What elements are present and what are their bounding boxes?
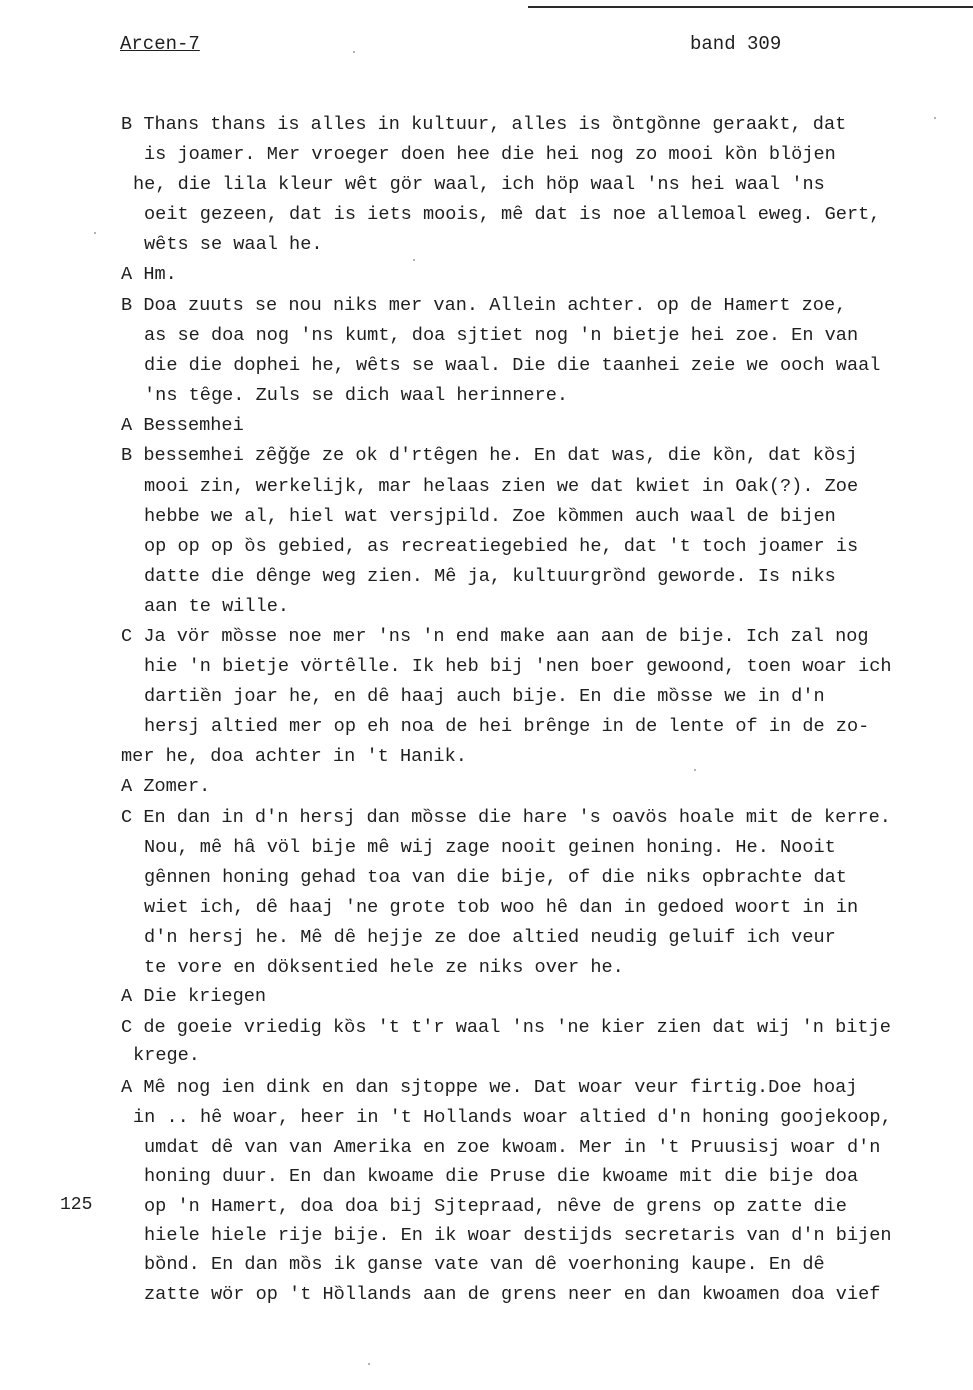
transcript-line: A Mȇ nog ien dink en dan sjtoppe we. Dat woar veur firtig.Doe hoaj — [121, 1077, 858, 1098]
transcript-line: B bessemhei zȇǧǧe ze ok d'rtȇgen he. En dat was, die kȍn, dat kȍsj — [121, 445, 858, 466]
transcript-line: te vore en döksentied hele ze niks over he. — [144, 957, 624, 978]
transcript-line: hebbe we al, hiel wat versjpild. Zoe kȍmmen auch waal de bijen — [144, 506, 836, 527]
transcript-line: he, die lila kleur wȇt gör waal, ich höp waal 'ns hei waal 'ns — [133, 174, 825, 195]
transcript-line: C Ja vör mȍsse noe mer 'ns 'n end make aan aan de bije. Ich zal nog — [121, 626, 869, 647]
transcript-line: hiele hiele rije bije. En ik woar destijds secretaris van d'n bijen — [144, 1225, 892, 1246]
transcript-line: krege. — [133, 1045, 200, 1066]
transcript-line: in .. hȇ woar, heer in 't Hollands woar altied d'n honing goojekoop, — [133, 1107, 892, 1128]
transcript-line: Nou, mȇ hȃ völ bije mȇ wij zage nooit geinen honing. He. Nooit — [144, 837, 836, 858]
transcript-line: mer he, doa achter in 't Hanik. — [121, 746, 467, 767]
transcript-line: as se doa nog 'ns kumt, doa sjtiet nog 'n bietje hei zoe. En van — [144, 325, 859, 346]
scan-speck — [694, 769, 696, 771]
transcript-line: A Hm. — [121, 264, 177, 285]
transcript-line: op op op ȍs gebied, as recreatiegebied he, dat 't toch joamer is — [144, 536, 859, 557]
scan-speck — [413, 259, 415, 261]
transcript-line: mooi zin, werkelijk, mar helaas zien we dat kwiet in Oak(?). Zoe — [144, 476, 859, 497]
transcript-line: die die dophei he, wȇts se waal. Die die taanhei zeie we ooch waal — [144, 355, 881, 376]
transcript-line: C de goeie vriedig kȍs 't t'r waal 'ns 'ne kier zien dat wij 'n bitje — [121, 1017, 891, 1038]
transcript-line: bȍnd. En dan mȍs ik ganse vate van dȇ voerhoning kaupe. En dȇ — [144, 1254, 825, 1275]
transcript-line: hie 'n bietje vörtȇlle. Ik heb bij 'nen boer gewoond, toen woar ich — [144, 656, 892, 677]
transcript-line: umdat dȇ van van Amerika en zoe kwoam. Mer in 't Pruusisj woar d'n — [144, 1137, 881, 1158]
transcript-line: aan te wille. — [144, 596, 290, 617]
transcript-line: A Die kriegen — [121, 986, 267, 1007]
top-rule — [528, 6, 973, 8]
transcript-line: 'ns tȇge. Zuls se dich waal herinnere. — [144, 385, 569, 406]
scan-speck — [368, 1363, 370, 1365]
scan-speck — [353, 51, 355, 53]
transcript-line: datte die dȇnge weg zien. Mȇ ja, kultuurgrȍnd geworde. Is niks — [144, 566, 836, 587]
transcript-line: dartiȅn joar he, en dȇ haaj auch bije. En die mȍsse we in d'n — [144, 686, 825, 707]
transcript-line: op 'n Hamert, doa doa bij Sjtepraad, nȇve de grens op zatte die — [144, 1196, 847, 1217]
transcript-line: oeit gezeen, dat is iets moois, mȇ dat is noe allemoal eweg. Gert, — [144, 204, 881, 225]
margin-line-number: 125 — [60, 1195, 93, 1215]
transcript-line: wȇts se waal he. — [144, 234, 323, 255]
tape-number: band 309 — [690, 33, 782, 55]
scan-speck — [94, 232, 96, 234]
transcript-line: A Zomer. — [121, 776, 211, 797]
transcript-line: B Thans thans is alles in kultuur, alles is ȍntgȍnne geraakt, dat — [121, 114, 847, 135]
transcript-line: gȇnnen honing gehad toa van die bije, of die niks opbrachte dat — [144, 867, 847, 888]
transcript-line: C En dan in d'n hersj dan mȍsse die hare 's oavös hoale mit de kerre. — [121, 807, 891, 828]
transcript-line: honing duur. En dan kwoame die Pruse die kwoame mit die bije doa — [144, 1166, 859, 1187]
transcript-line: is joamer. Mer vroeger doen hee die hei nog zo mooi kȍn blöjen — [144, 144, 836, 165]
document-code: Arcen-7 — [120, 33, 200, 55]
transcript-line: d'n hersj he. Mȇ dȇ hejje ze doe altied neudig geluif ich veur — [144, 927, 836, 948]
scan-speck — [934, 117, 936, 119]
transcript-line: hersj altied mer op eh noa de hei brȇnge in de lente of in de zo- — [144, 716, 870, 737]
transcript-line: B Doa zuuts se nou niks mer van. Allein achter. op de Hamert zoe, — [121, 295, 847, 316]
transcript-line: A Bessemhei — [121, 415, 244, 436]
transcript-line: zatte wör op 't Hȍllands aan de grens neer en dan kwoamen doa vief — [144, 1284, 881, 1305]
transcript-line: wiet ich, dȇ haaj 'ne grote tob woo hȇ dan in gedoed woort in in — [144, 897, 859, 918]
